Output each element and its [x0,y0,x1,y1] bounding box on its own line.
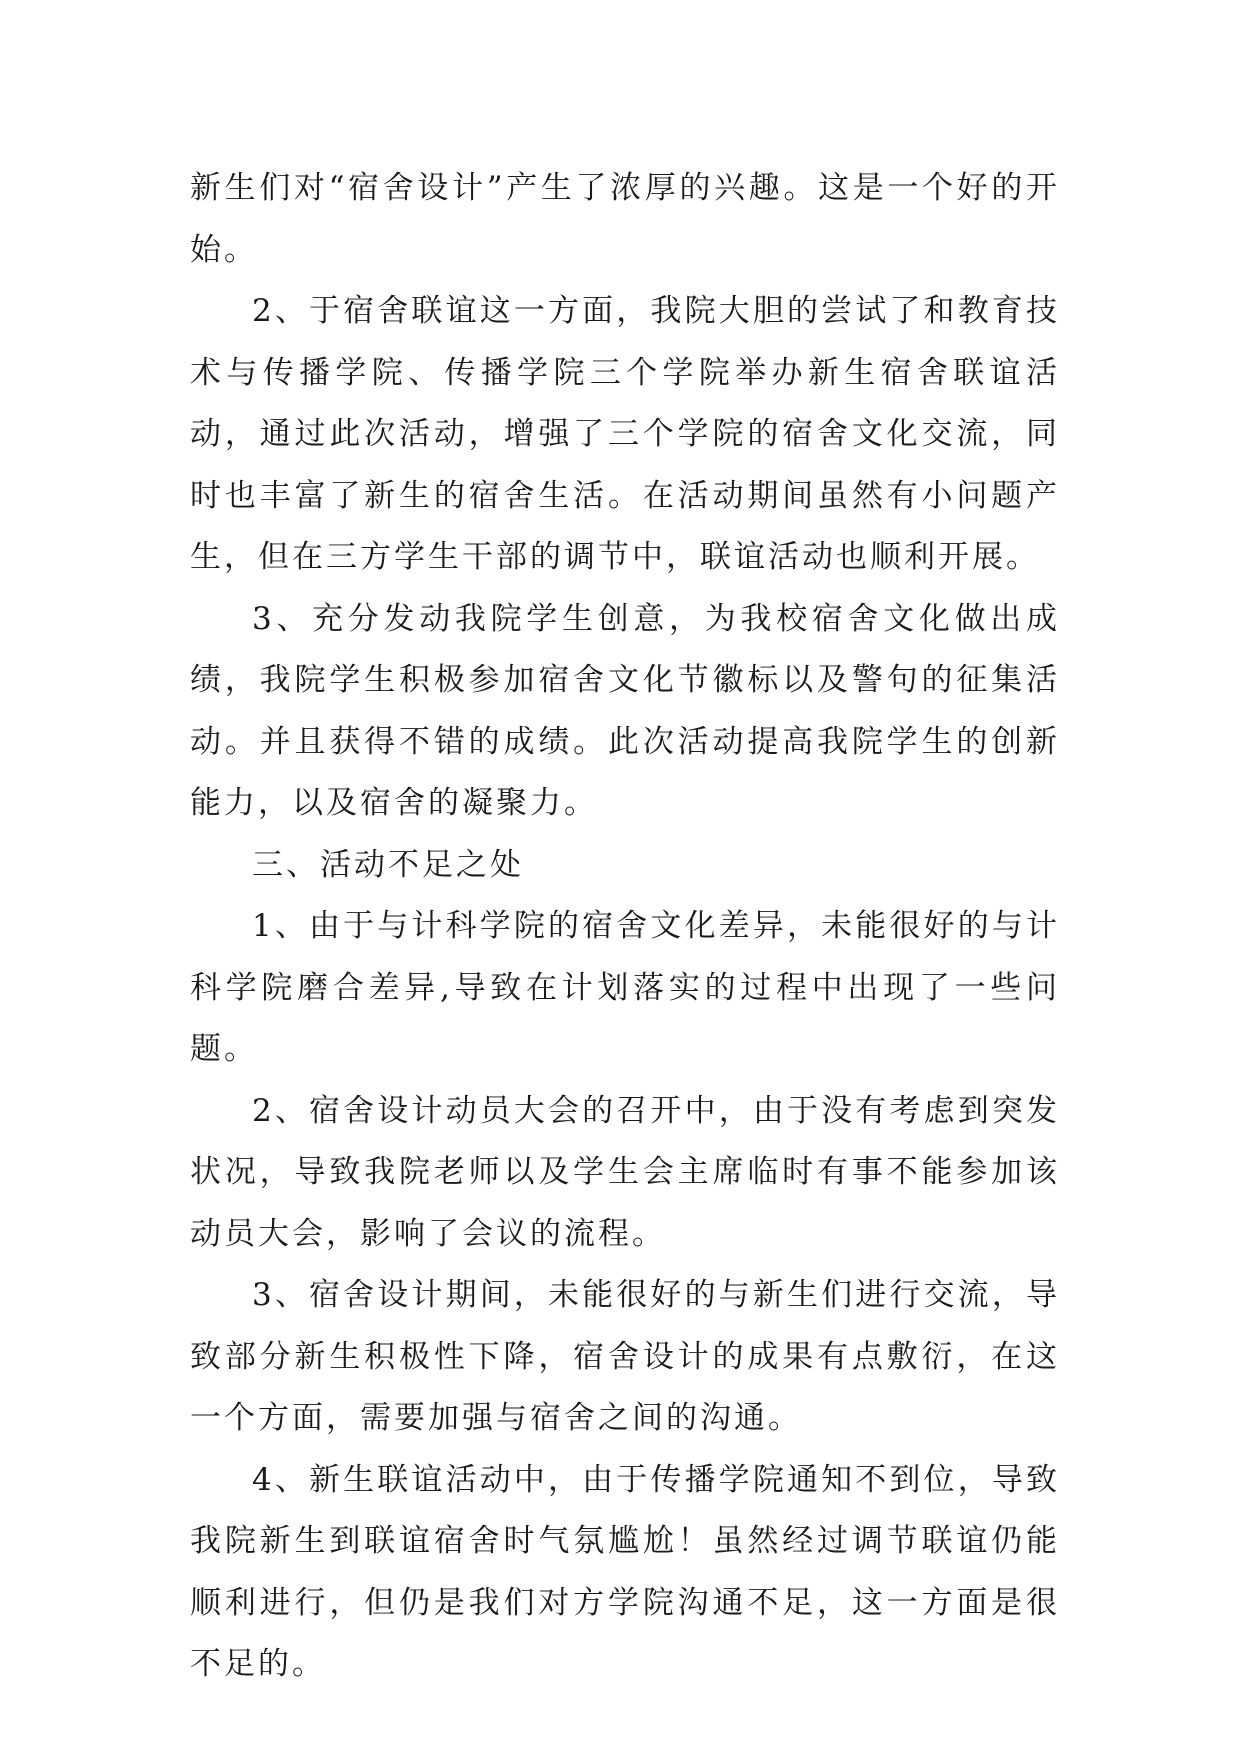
paragraph-item-2-dorm-fellowship: 2、于宿舍联谊这一方面，我院大胆的尝试了和教育技术与传播学院、传播学院三个学院举办新生宿舍联谊活动，通过此次活动，增强了三个学院的宿舍文化交流，同时也丰富了新生的宿舍生活。在活动期间虽然有小问题产生，但在三方学生干部的调节中，联谊活动也顺利开展。 [190,293,1060,575]
paragraph-shortcoming-1: 1、由于与计科学院的宿舍文化差异，未能很好的与计科学院磨合差异,导致在计划落实的过程中出现了一些问题。 [190,908,1060,1067]
document-body [190,158,1060,1696]
section-heading-shortcomings: 三、活动不足之处 [252,846,524,883]
paragraph-shortcoming-4: 4、新生联谊活动中，由于传播学院通知不到位，导致我院新生到联谊宿舍时气氛尴尬！虽然经过调节联谊仍能顺利进行，但仍是我们对方学院沟通不足，这一方面是很不足的。 [190,1461,1060,1682]
paragraph-item-3-creativity: 3、充分发动我院学生创意，为我校宿舍文化做出成绩，我院学生积极参加宿舍文化节徽标以及警句的征集活动。并且获得不错的成绩。此次活动提高我院学生的创新能力，以及宿舍的凝聚力。 [190,600,1060,821]
paragraph-continuation: 新生们对“宿舍设计”产生了浓厚的兴趣。这是一个好的开始。 [190,170,1060,268]
paragraph-shortcoming-2: 2、宿舍设计动员大会的召开中，由于没有考虑到突发状况，导致我院老师以及学生会主席临时有事不能参加该动员大会，影响了会议的流程。 [190,1092,1060,1252]
paragraph-shortcoming-3: 3、宿舍设计期间，未能很好的与新生们进行交流，导致部分新生积极性下降，宿舍设计的成果有点敷衍，在这一个方面，需要加强与宿舍之间的沟通。 [190,1277,1060,1436]
